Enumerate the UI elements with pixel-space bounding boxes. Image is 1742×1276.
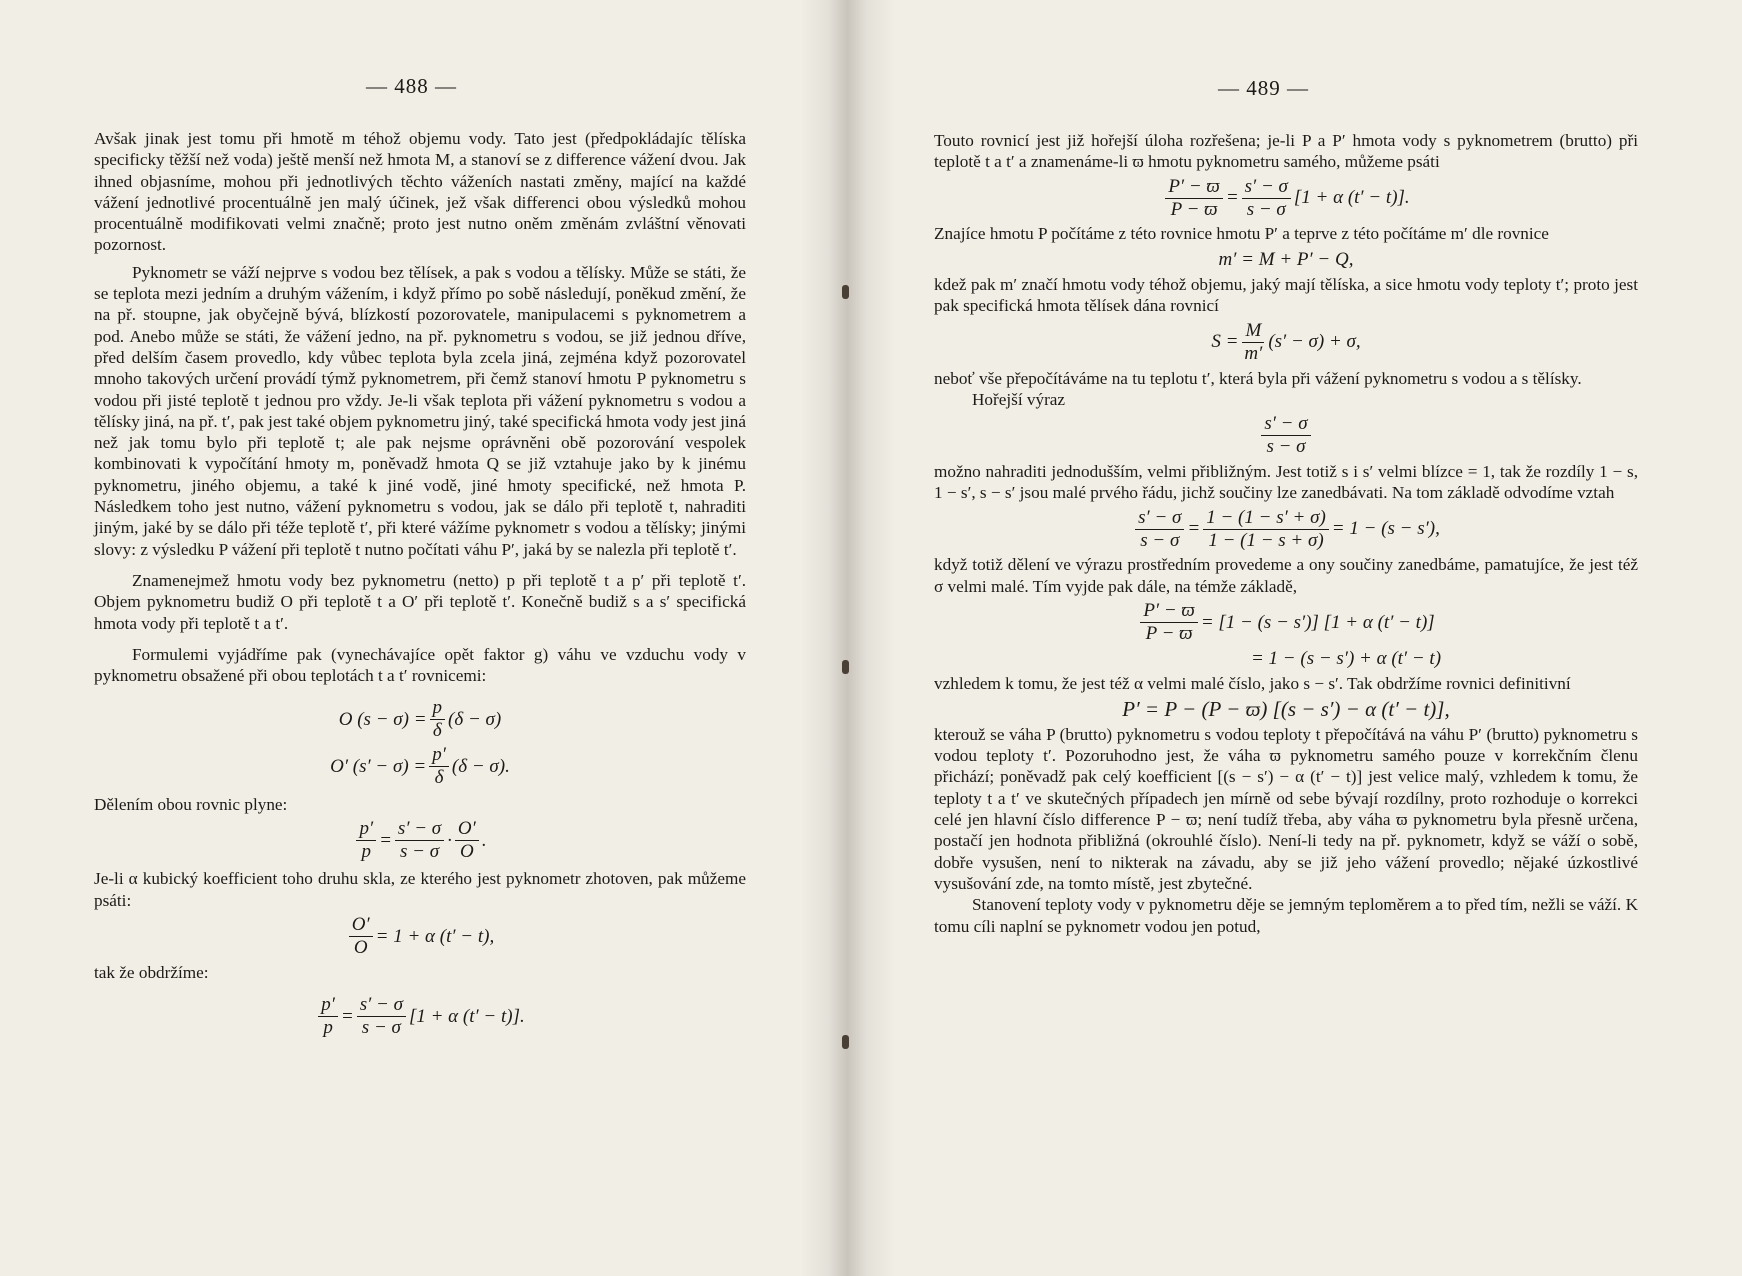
eq-part: = — [340, 1005, 354, 1027]
paragraph: Znajíce hmotu P počítáme z této rovnice hmotu P′ a teprve z této počítáme m′ dle rovnice — [934, 224, 1549, 244]
equation — [94, 995, 746, 1038]
fraction — [1135, 508, 1184, 551]
fraction — [429, 745, 449, 788]
numerator: p′ — [429, 745, 449, 767]
binding-stitch — [842, 660, 849, 674]
paragraph: Znamenejmež hmotu vody bez pyknometru (netto) p při teplotě t a p′ při teplotě t′. Objem pyknometru budiž O při teplotě t a O′ při teplotě t′. Konečně budiž s a s′ specifická hmota vody při teplotě t a t′. — [94, 570, 746, 633]
numerator: p — [430, 698, 446, 720]
denominator: O — [353, 936, 368, 958]
equation — [94, 698, 746, 741]
equation — [934, 508, 1638, 551]
numerator: p′ — [356, 819, 376, 841]
equation — [934, 177, 1638, 220]
equation — [934, 601, 1638, 644]
paragraph: Avšak jinak jest tomu při hmotě m téhož objemu vody. Tato jest (předpokládajíc tělíska specificky těžší než voda) ještě menší než hmota M, a stanoví se z difference vážení dvou. Jak ihned objasníme, mohou při jednotlivých těchto váženích nastati změny, mající na každé vážení jednotlivé procentuálně jen malý účinek, jež však differenci obou výsledků mohou procentuálně modifikovati velmi značně; proto jest nutno oněm změnám zvláštní věnovati pozornost. — [94, 129, 746, 255]
page-number: — 488 — — [366, 74, 457, 98]
fraction — [1241, 321, 1265, 364]
equation — [94, 819, 746, 862]
eq-part: [1 + α (t′ − t)]. — [1293, 187, 1410, 209]
right-page — [846, 0, 1742, 1276]
numerator: O′ — [455, 819, 479, 841]
denominator: O — [460, 841, 474, 863]
eq-part: (s′ − σ) + σ, — [1268, 331, 1361, 353]
fraction — [395, 819, 444, 862]
eq-part: = — [379, 830, 392, 852]
paragraph: Touto rovnicí jest již hořejší úloha rozřešena; je-li P a P′ hmota vody s pyknometrem (brutto) při teplotě t a t′ a znamenáme-li ϖ hmotu pyknometru samého, můžeme psáti — [934, 131, 1638, 172]
numerator: p′ — [318, 995, 338, 1017]
paragraph: tak že obdržíme: — [94, 962, 209, 982]
equation: P′ = P − (P − ϖ) [(s − s′) − α (t′ − t)], — [1122, 696, 1450, 721]
paragraph: kdež pak m′ značí hmotu vody téhož objemu, jaký mají tělíska, a sice hmotu vody teploty t′; proto jest pak specifická hmota tělísek dána rovnicí — [934, 275, 1638, 316]
fraction — [1165, 177, 1223, 220]
numerator: M — [1242, 321, 1264, 343]
denominator: 1 − (1 − s + σ) — [1208, 529, 1324, 551]
denominator: δ — [434, 767, 444, 789]
book-gutter — [800, 0, 895, 1276]
numerator: P′ − ϖ — [1140, 601, 1198, 623]
eq-part: · — [447, 830, 452, 852]
numerator: s′ − σ — [357, 995, 406, 1017]
paragraph: Pyknometr se váží nejprve s vodou bez tělísek, a pak s vodou a tělísky. Může se státi, že se teplota mezi jedním a druhým vážením, i když přímo po sobě následují, poněkud změní, že na př. stoupne, jak obyčejně bývá, blízkostí pozorovatele, manipulacemi s pyknometrem a pod. Anebo může se státi, že vážení jedno, na př. pyknometru s vodou, se již jednou dříve, před delším časem provedlo, kdy vůbec teplota byla zcela jiná, zejména když pozorovatel mnoho takových určení provádí týmž pyknometrem, při čemž stanoví hmotu P pyknometru s vodou při jisté teplotě t jednou pro vždy. Je-li však teplota při vážení pyknometru s vodou a tělísky jiná, na př. t′, pak jest také objem pyknometru jiný, také specifická hmota vody jest jiná než jak tomu bylo při teplotě t; ale pak nejsme oprávněni obě pozorování vespolek kombinovati k vypočítání hmoty m, poněvadž hmota Q se již vztahuje jako by k jinému pyknometru, jiného objemu, a také k jiné vodě, jiné hmoty specifické, než hmota P. Následkem toho jest nutno, vážení pyknometru s vodou, jak se dálo při teplotě t, nahraditi jiným, jaké by se dálo při téže teplotě t′, při které vážíme pyknometr s vodou a tělísky; jinými slovy: z výsledku P vážení při teplotě t nutno počítati váhu P′, jaká by se nalezla při teplotě t′. — [94, 262, 746, 559]
eq-part: = — [1187, 518, 1201, 540]
denominator: p — [323, 1017, 333, 1039]
eq-part: [1 + α (t′ − t)]. — [408, 1005, 525, 1027]
equation — [934, 414, 1638, 457]
paragraph: Dělením obou rovnic plyne: — [94, 795, 288, 815]
fraction — [357, 995, 406, 1038]
paragraph: Hořejší výraz — [972, 389, 1066, 409]
eq-part: = [1 − (s − s′)] [1 + α (t′ − t)] — [1200, 611, 1435, 633]
numerator: P′ − ϖ — [1165, 177, 1223, 199]
denominator: P − ϖ — [1145, 623, 1193, 644]
denominator: s − σ — [400, 841, 440, 863]
paragraph: když totiž dělení ve výrazu prostředním provedeme a ony součiny zanedbáme, pamatujíce, že jest též σ velmi malé. Tím vyjde pak dále, na témže základě, — [934, 555, 1638, 596]
fraction — [318, 995, 338, 1038]
numerator: s′ − σ — [395, 819, 444, 841]
fraction — [1261, 414, 1310, 457]
equation — [934, 321, 1638, 364]
right-page-body — [934, 130, 1638, 937]
numerator: s′ − σ — [1261, 414, 1310, 436]
equation: = 1 − (s − s′) + α (t′ − t) — [1250, 647, 1442, 669]
page-number: — 489 — — [1218, 76, 1309, 100]
denominator: s − σ — [361, 1017, 401, 1039]
eq-part: S = — [1211, 331, 1239, 353]
paragraph: kterouž se váha P (brutto) pyknometru s vodou teploty t přepočítává na váhu P′ (brutto) pyknometru s vodou teploty t′. Pozoruhodno jest, že váha ϖ pyknometru samého pouze v korrekčním členu přichází; poněvadž pak celý koefficient [(s − s′) − α (t′ − t)] jest velice malý, vzhledem k tomu, že teploty t a t′ ve skutečných případech jen mírně od sebe bývají rozdílny, proto rozhoduje o korrekci celé jen hlavní číslo difference P − ϖ; není tudíž třeba, aby váha ϖ pyknometru byla přesně určena, postačí jen hodnota přibližná (okrouhlé číslo). Není-li tedy na př. pyknometr, když se váží o sobě, dobře vysušen, není to nikterak na závadu, aby se již jeho vážení provedlo; nějaké úzkostlivé vysušování zde, na tomto místě, jest zbytečné. — [934, 724, 1638, 893]
paragraph: možno nahraditi jednodušším, velmi přibližným. Jest totiž s i s′ velmi blízce = 1, tak že rozdíly 1 − s, 1 − s′, s − s′ jsou malé prvého řádu, jichž součiny lze zanedbávati. Na tom základě odvodíme vztah — [934, 462, 1638, 503]
numerator: O′ — [349, 915, 373, 937]
eq-part: O (s − σ) = — [338, 709, 427, 731]
denominator: s − σ — [1266, 436, 1306, 458]
equation — [94, 745, 746, 788]
fraction — [430, 698, 446, 741]
denominator: s − σ — [1140, 529, 1180, 551]
eq-part: . — [481, 830, 487, 852]
paragraph: Je-li α kubický koefficient toho druhu skla, ze kterého jest pyknometr zhotoven, pak můžeme psáti: — [94, 869, 746, 910]
denominator: p — [361, 841, 372, 863]
fraction — [1203, 508, 1329, 551]
paragraph: neboť vše přepočítáváme na tu teplotu t′, která byla při vážení pyknometru s vodou a s tělísky. — [934, 368, 1582, 388]
eq-part: (δ − σ) — [448, 709, 502, 731]
fraction — [455, 819, 479, 862]
eq-part: = — [1225, 187, 1239, 209]
fraction — [1242, 177, 1291, 220]
left-page-body — [94, 128, 746, 1042]
numerator: s′ − σ — [1135, 508, 1184, 530]
paragraph: vzhledem k tomu, že jest též α velmi malé číslo, jako s − s′. Tak obdržíme rovnici definitivní — [934, 674, 1571, 694]
equation: m′ = M + P′ − Q, — [1218, 248, 1354, 270]
paragraph: Formulemi vyjádříme pak (vynechávajíce opět faktor g) váhu ve vzduchu vody v pyknometru obsažené při obou teplotách t a t′ rovnicemi: — [94, 644, 746, 686]
denominator: m′ — [1244, 342, 1263, 364]
left-page — [0, 0, 846, 1276]
eq-part: = 1 + α (t′ − t), — [375, 925, 495, 947]
eq-part: = 1 − (s − s′), — [1331, 518, 1440, 540]
binding-stitch — [842, 285, 849, 299]
numerator: s′ − σ — [1242, 177, 1291, 199]
numerator: 1 − (1 − s′ + σ) — [1203, 508, 1329, 530]
denominator: P − ϖ — [1170, 198, 1218, 220]
fraction — [1140, 601, 1198, 644]
fraction — [349, 915, 373, 958]
denominator: δ — [432, 720, 442, 742]
paragraph: Stanovení teploty vody v pyknometru děje se jemným teploměrem a to před tím, nežli se váží. K tomu cíli naplní se pyknometr vodou jen potud, — [934, 895, 1638, 936]
eq-part: O′ (s′ − σ) = — [330, 756, 427, 778]
eq-part: (δ − σ). — [451, 756, 510, 778]
binding-stitch — [842, 1035, 849, 1049]
denominator: s − σ — [1246, 198, 1286, 220]
equation — [94, 915, 746, 958]
fraction — [356, 819, 376, 862]
